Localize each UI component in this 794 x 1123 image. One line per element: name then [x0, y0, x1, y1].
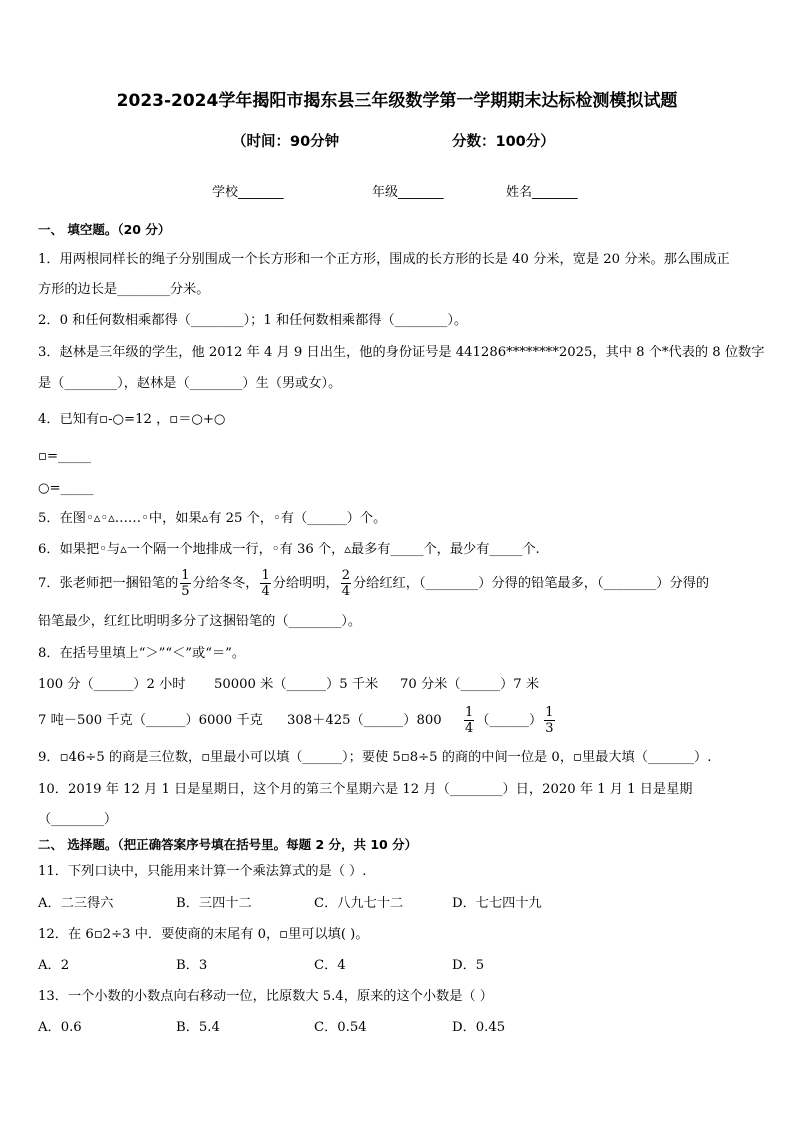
question-9: 9．▫46÷5 的商是三位数，▫里最小可以填（______）；要使 5▫8÷5 的商的中间一位是 0，▫里最大填（_______）.: [38, 750, 712, 765]
q7-fraction-3: [341, 568, 351, 599]
q7-text-post: 分给红红，（________）分得的铅笔最多，（________）分得的: [352, 576, 710, 591]
question-1-line1: 1．用两根同样长的绳子分别围成一个长方形和一个正方形，围成的长方形的长是 40 分米，宽是 20 分米。那么围成正: [38, 252, 730, 267]
q8-fraction-2-den: 3: [545, 721, 554, 736]
section1-heading: 一、 填空题。（20 分）: [38, 222, 171, 237]
q8-fraction-1-num: 1: [465, 705, 474, 720]
q12-option-c: C．4: [314, 958, 346, 973]
q7-text-m2: 分给明明，: [272, 576, 339, 591]
exam-score: 分数：100分）: [452, 134, 555, 150]
question-13: 13．一个小数的小数点向右移动一位，比原数大 5.4，原来的这个小数是（ ）: [38, 989, 493, 1004]
question-4-blank-b: ○=_____: [38, 481, 94, 496]
q13-option-a: A．0.6: [38, 1020, 82, 1035]
question-1-line2: 方形的边长是________分米。: [38, 282, 210, 297]
school-field: 学校_______: [212, 185, 284, 200]
q8-fraction-1: [464, 705, 474, 736]
q8-compare-blank: （______）: [476, 713, 543, 728]
q12-option-a: A．2: [38, 958, 70, 973]
question-2: 2．0 和任何数相乘都得（________）；1 和任何数相乘都得（________）。: [38, 313, 468, 328]
question-5: 5．在图◦▵◦▵……◦中，如果▵有 25 个，◦有（______）个。: [38, 511, 387, 526]
section2-heading: 二、 选择题。（把正确答案序号填在括号里。每题 2 分，共 10 分）: [38, 837, 418, 852]
question-10-line1: 10．2019 年 12 月 1 日是星期日，这个月的第三个星期六是 12 月（________）日，2020 年 1 月 1 日是星期: [38, 782, 693, 797]
question-10-line2: （________）: [38, 812, 118, 827]
name-field: 姓名_______: [506, 185, 578, 200]
q8-fraction-2-num: 1: [545, 705, 554, 720]
question-3-line2: 是（________），赵林是（________）生（男或女）。: [38, 376, 342, 391]
q7-fraction-2-num: 1: [261, 568, 270, 583]
grade-field: 年级_______: [372, 185, 444, 200]
q11-option-c: C．八九七十二: [314, 896, 404, 911]
q7-fraction-1-num: 1: [181, 568, 190, 583]
exam-time: （时间：90分钟: [232, 134, 340, 150]
question-3-line1: 3．赵林是三年级的学生，他 2012 年 4 月 9 日出生，他的身份证号是 441286********2025，其中 8 个*代表的 8 位数字: [38, 345, 765, 360]
q13-option-d: D．0.45: [452, 1020, 506, 1035]
q8-item-5: 308＋425（______）800: [287, 713, 442, 728]
question-12: 12．在 6▫2÷3 中．要使商的末尾有 0，▫里可以填( )。: [38, 927, 369, 942]
q7-fraction-2: [260, 568, 270, 599]
q7-fraction-1: [180, 568, 190, 599]
question-7-line1: [38, 566, 709, 602]
q11-option-b: B．三四十二: [176, 896, 252, 911]
question-11: 11．下列口诀中，只能用来计算一个乘法算式的是（ ）.: [38, 864, 367, 879]
q13-option-c: C．0.54: [314, 1020, 367, 1035]
q8-fraction-1-den: 4: [465, 721, 474, 736]
q7-fraction-3-num: 2: [341, 568, 350, 583]
q11-option-d: D．七七四十九: [452, 896, 542, 911]
q13-option-b: B．5.4: [176, 1020, 220, 1035]
question-8: 8．在括号里填上“＞”“＜”或“＝”。: [38, 646, 246, 661]
q12-option-d: D．5: [452, 958, 485, 973]
q8-item-6: [462, 703, 557, 739]
question-7-line2: 铅笔最少，红红比明明多分了这捆铅笔的（________）。: [38, 614, 362, 629]
q8-item-3: 70 分米（______）7 米: [400, 677, 540, 692]
q8-fraction-2: [544, 705, 554, 736]
question-6: 6．如果把◦与▵一个隔一个地排成一行，◦有 36 个，▵最多有_____个，最少有_____个.: [38, 542, 540, 557]
q8-item-4: 7 吨－500 千克（______）6000 千克: [38, 713, 263, 728]
q12-option-b: B．3: [176, 958, 208, 973]
q8-item-2: 50000 米（______）5 千米: [214, 677, 379, 692]
q7-fraction-3-den: 4: [341, 584, 350, 599]
q8-item-1: 100 分（______）2 小时: [38, 677, 186, 692]
q7-fraction-1-den: 5: [181, 584, 190, 599]
q11-option-a: A．二三得六: [38, 896, 114, 911]
q7-text-m1: 分给冬冬，: [192, 576, 259, 591]
q7-text-pre: 7．张老师把一捆铅笔的: [38, 576, 179, 591]
question-4: 4．已知有▫-○=12 ，▫＝○+○: [38, 412, 226, 427]
question-4-blank-a: ▫=_____: [38, 449, 91, 464]
exam-title: 2023-2024学年揭阳市揭东县三年级数学第一学期期末达标检测模拟试题: [116, 91, 678, 111]
q7-fraction-2-den: 4: [261, 584, 270, 599]
